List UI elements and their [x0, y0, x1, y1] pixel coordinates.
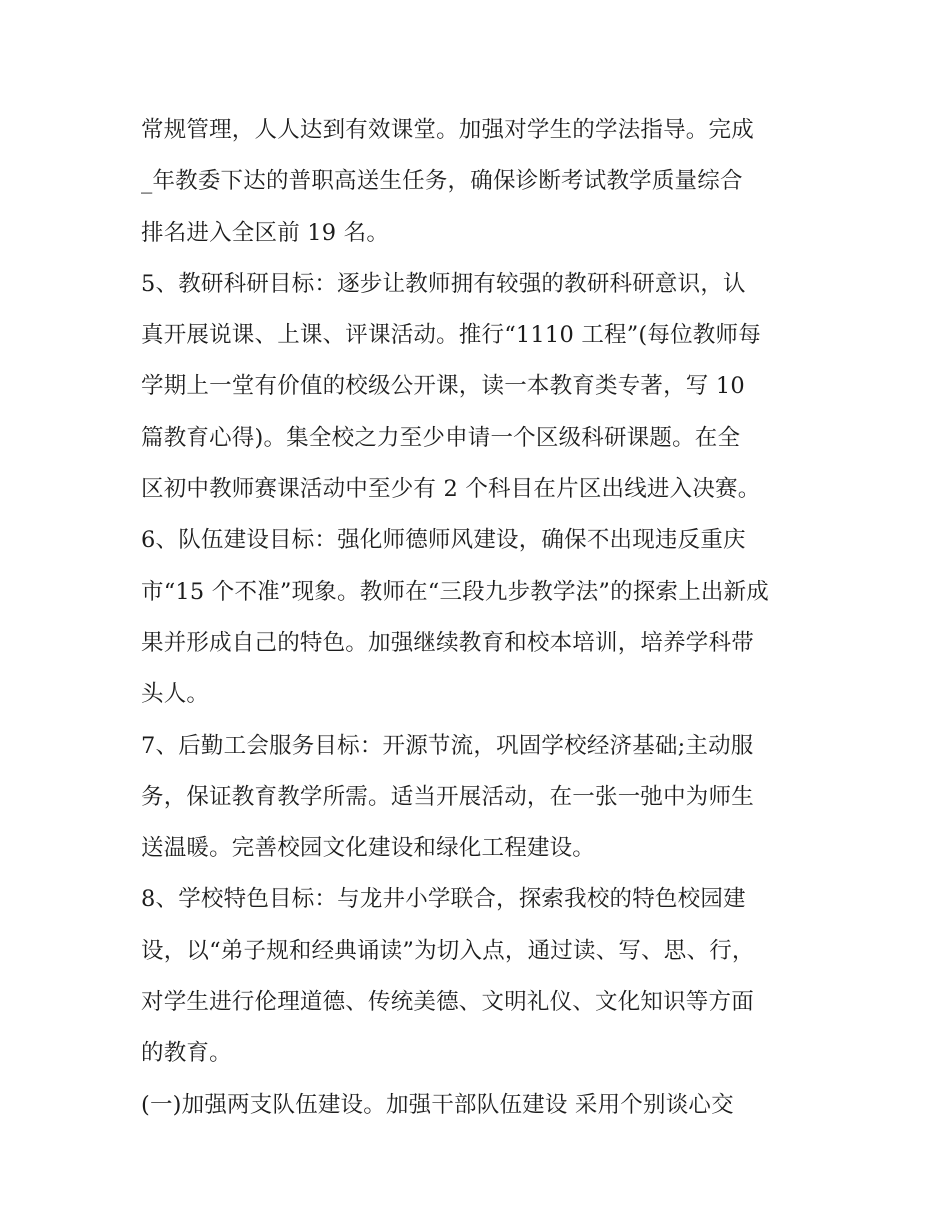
text-line: 送温暖。完善校园文化建设和绿化工程建设。	[141, 835, 596, 862]
text-line: 对学生进行伦理道德、传统美德、文明礼仪、文化知识等方面	[141, 989, 754, 1016]
text-line: 真开展说课、上课、评课活动。推行“1110 工程”(每位教师每	[141, 322, 761, 349]
text-line: 务，保证教育教学所需。适当开展活动，在一张一弛中为师生	[141, 783, 754, 810]
text-line: 学期上一堂有价值的校级公开课，读一本教育类专著，写 10	[141, 373, 745, 400]
text-line: 头人。	[141, 681, 210, 708]
text-line: _年教委下达的普职高送生任务，确保诊断考试教学质量综合	[141, 168, 743, 195]
document-body	[141, 110, 821, 1136]
text-line: 7、后勤工会服务目标：开源节流，巩固学校经济基础;主动服	[141, 732, 754, 759]
text-line: (一)加强两支队伍建设。加强干部队伍建设 采用个别谈心交	[141, 1091, 734, 1118]
text-line: 常规管理，人人达到有效课堂。加强对学生的学法指导。完成	[141, 117, 754, 143]
text-line: 区初中教师赛课活动中至少有 2 个科目在片区出线进入决赛。	[141, 476, 761, 503]
text-line: 市“15 个不准”现象。教师在“三段九步教学法”的探索上出新成	[141, 578, 769, 605]
text-line: 篇教育心得)。集全校之力至少申请一个区级科研课题。在全	[141, 424, 741, 451]
text-line: 设，以“弟子规和经典诵读”为切入点，通过读、写、思、行，	[141, 937, 755, 964]
text-line: 8、学校特色目标：与龙井小学联合，探索我校的特色校园建	[141, 886, 746, 913]
text-line: 6、队伍建设目标：强化师德师风建设，确保不出现违反重庆	[141, 527, 746, 554]
text-line: 果并形成自己的特色。加强继续教育和校本培训，培养学科带	[141, 629, 754, 656]
text-line: 的教育。	[141, 1040, 232, 1067]
text-line: 5、教研科研目标：逐步让教师拥有较强的教研科研意识，认	[141, 270, 746, 297]
text-line: 排名进入全区前 19 名。	[141, 219, 390, 246]
